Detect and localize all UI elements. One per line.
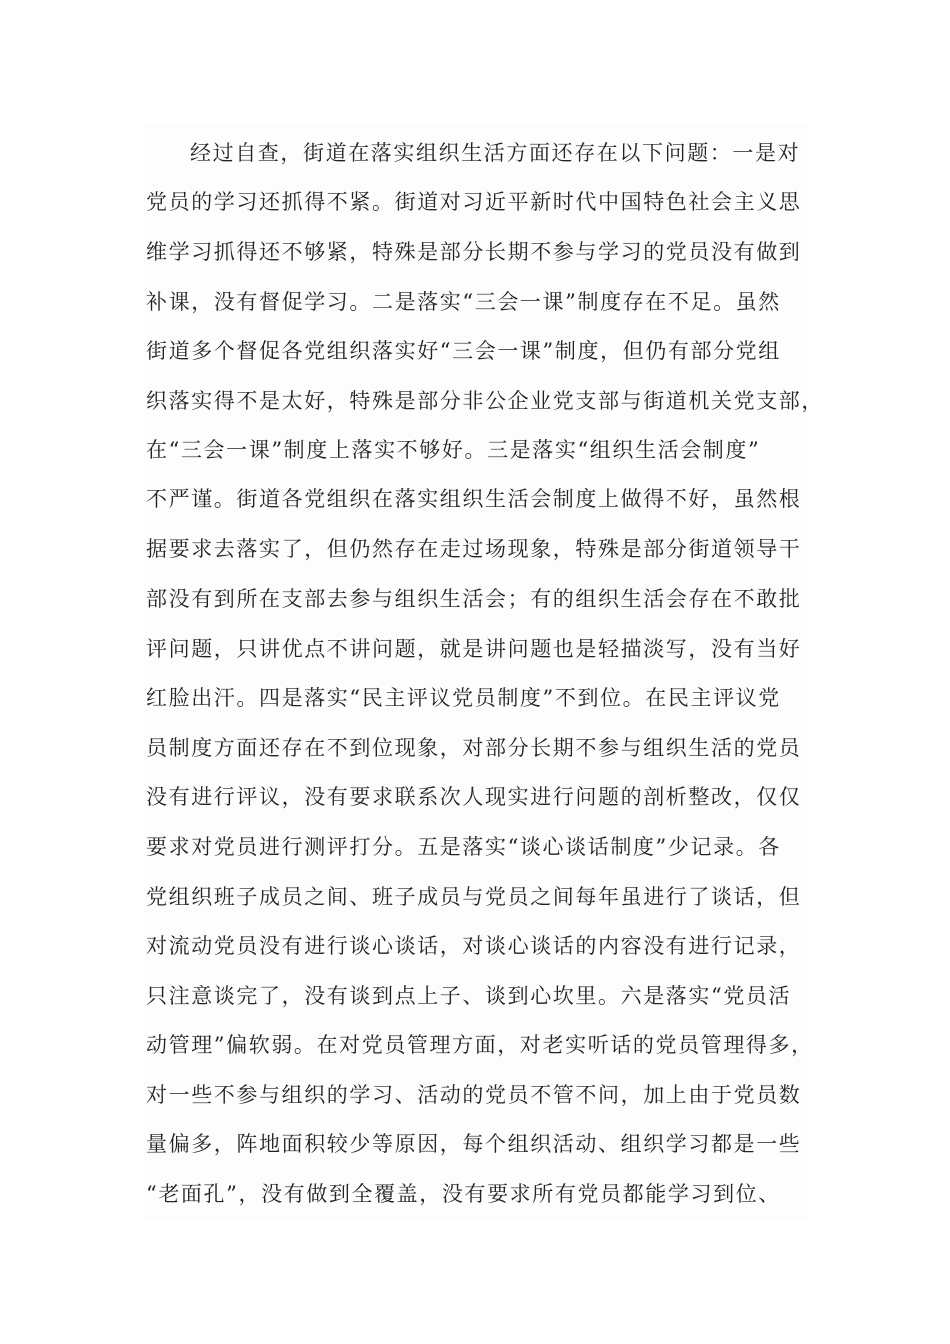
paragraph-line-18: 只注意谈完了，没有谈到点上子、谈到心坎里。六是落实“党员活 bbox=[146, 984, 792, 1008]
paragraph-line-17: 对流动党员没有进行谈心谈话，对谈心谈话的内容没有进行记录， bbox=[146, 934, 802, 958]
paragraph-line-14: 没有进行评议，没有要求联系次人现实进行问题的剖析整改，仅仅 bbox=[146, 785, 802, 809]
paragraph-line-10: 部没有到所在支部去参与组织生活会；有的组织生活会存在不敢批 bbox=[146, 587, 802, 611]
paragraph-line-3: 维学习抓得还不够紧，特殊是部分长期不参与学习的党员没有做到 bbox=[146, 240, 802, 264]
paragraph-line-1: 经过自查，街道在落实组织生活方面还存在以下问题：一是对 bbox=[190, 141, 801, 165]
paragraph-line-7: 在“三会一课”制度上落实不够好。三是落实“组织生活会制度” bbox=[146, 438, 761, 462]
paragraph-line-9: 据要求去落实了，但仍然存在走过场现象，特殊是部分街道领导干 bbox=[146, 537, 802, 561]
paragraph-line-22: “老面孔”，没有做到全覆盖，没有要求所有党员都能学习到位、 bbox=[146, 1182, 781, 1206]
paragraph-line-5: 街道多个督促各党组织落实好“三会一课”制度，但仍有部分党组 bbox=[146, 339, 781, 363]
paragraph-line-2: 党员的学习还抓得不紧。街道对习近平新时代中国特色社会主义思 bbox=[146, 190, 802, 214]
paragraph-line-12: 红脸出汗。四是落实“民主评议党员制度”不到位。在民主评议党 bbox=[146, 686, 781, 710]
paragraph-line-20: 对一些不参与组织的学习、活动的党员不管不问，加上由于党员数 bbox=[146, 1083, 802, 1107]
paragraph-line-6: 织落实得不是太好，特殊是部分非公企业党支部与街道机关党支部， bbox=[146, 389, 824, 413]
paragraph-line-4: 补课，没有督促学习。二是落实“三会一课”制度存在不足。虽然 bbox=[146, 290, 781, 314]
paragraph-line-16: 党组织班子成员之间、班子成员与党员之间每年虽进行了谈话，但 bbox=[146, 885, 802, 909]
paragraph-line-13: 员制度方面还存在不到位现象，对部分长期不参与组织生活的党员 bbox=[146, 736, 802, 760]
paragraph-line-8: 不严谨。街道各党组织在落实组织生活会制度上做得不好，虽然根 bbox=[146, 487, 802, 511]
paragraph-line-19: 动管理”偏软弱。在对党员管理方面，对老实听话的党员管理得多， bbox=[146, 1033, 814, 1057]
paragraph-line-11: 评问题，只讲优点不讲问题，就是讲问题也是轻描淡写，没有当好 bbox=[146, 637, 802, 661]
paragraph-line-15: 要求对党员进行测评打分。五是落实“谈心谈话制度”少记录。各 bbox=[146, 835, 781, 859]
paragraph-line-21: 量偏多，阵地面积较少等原因，每个组织活动、组织学习都是一些 bbox=[146, 1132, 802, 1156]
